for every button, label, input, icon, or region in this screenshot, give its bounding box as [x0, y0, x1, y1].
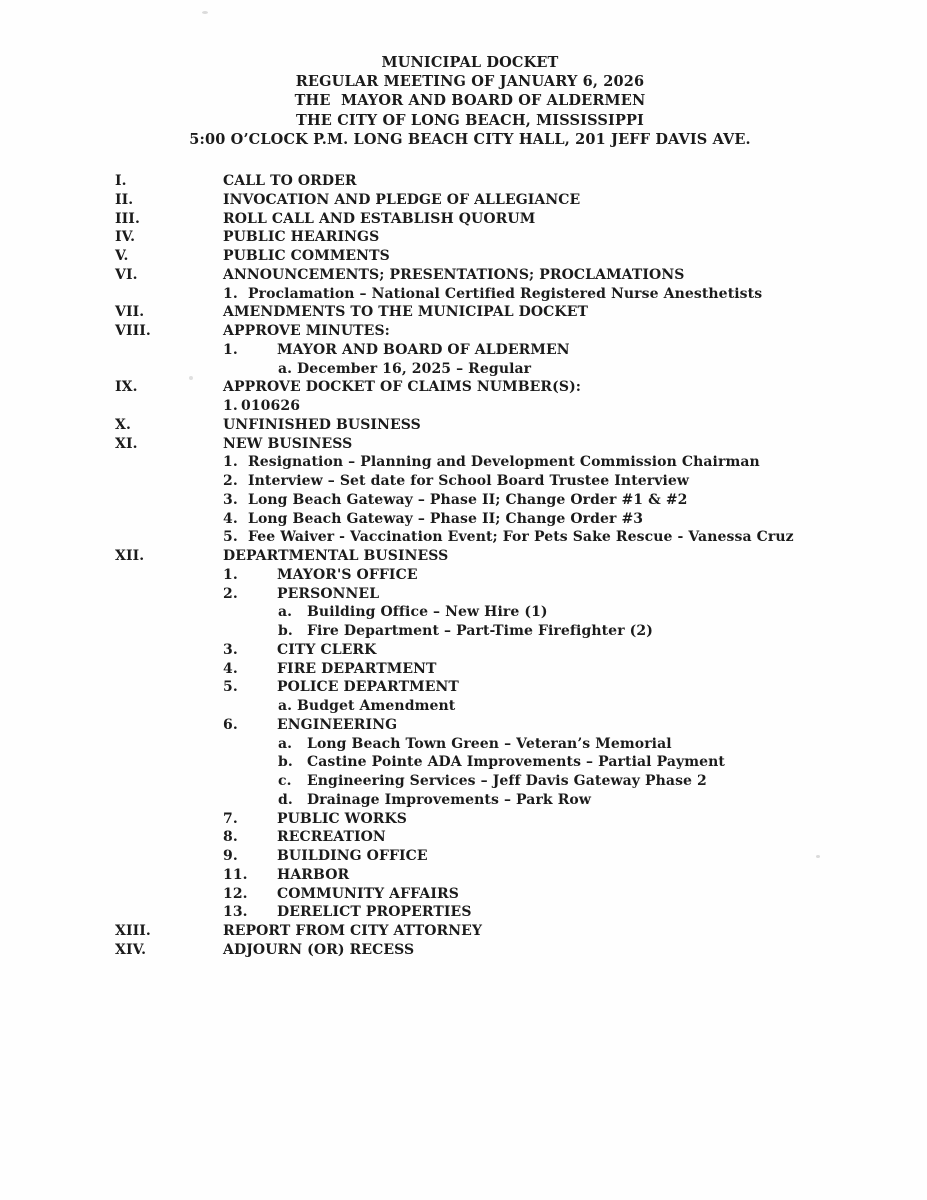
agenda-item-text: PUBLIC COMMENTS	[223, 248, 390, 264]
agenda-item-label: a.	[278, 735, 293, 752]
agenda-item-label: c.	[278, 773, 292, 789]
agenda-line	[0, 491, 927, 510]
agenda-item-text: ROLL CALL AND ESTABLISH QUORUM	[223, 210, 536, 227]
agenda-line	[0, 772, 927, 791]
agenda-item-text: Long Beach Gateway – Phase II; Change Order #1 & #2	[248, 491, 688, 508]
agenda-line	[0, 528, 927, 547]
agenda-numeral: IX.	[115, 379, 138, 396]
agenda-numeral: X.	[115, 416, 131, 433]
agenda-numeral: V.	[115, 248, 129, 264]
agenda-item-text: Building Office – New Hire (1)	[307, 604, 548, 621]
agenda-item-label: 5.	[223, 529, 238, 546]
agenda-line	[0, 172, 927, 191]
agenda-item-label: 6.	[223, 716, 238, 733]
agenda-line	[0, 397, 927, 416]
agenda-line	[0, 641, 927, 660]
agenda-line	[0, 360, 927, 379]
agenda-line	[0, 547, 927, 566]
agenda-item-text: CALL TO ORDER	[223, 173, 357, 189]
agenda-item-text: COMMUNITY AFFAIRS	[277, 885, 459, 902]
agenda-numeral: XII.	[115, 548, 145, 564]
agenda-line	[0, 697, 927, 716]
agenda-line	[0, 341, 927, 360]
agenda-item-label: 1.	[223, 454, 238, 471]
agenda-line	[0, 903, 927, 922]
document-title	[13, 53, 927, 149]
agenda-line	[0, 810, 927, 829]
agenda-item-text: MAYOR'S OFFICE	[277, 566, 418, 583]
agenda-item-text: FIRE DEPARTMENT	[277, 660, 437, 677]
agenda-line	[0, 941, 927, 960]
agenda-list	[0, 172, 927, 960]
agenda-item-label: 1.	[223, 285, 238, 302]
agenda-numeral: XIII.	[115, 923, 151, 939]
agenda-item-text: Resignation – Planning and Development Commission Chairman	[248, 454, 760, 471]
agenda-item-label: 2.	[223, 585, 238, 602]
agenda-item-text: RECREATION	[277, 829, 386, 846]
agenda-item-text: CITY CLERK	[277, 641, 377, 658]
agenda-item-text: Interview – Set date for School Board Trustee Interview	[248, 473, 690, 489]
agenda-item-label: b.	[278, 623, 293, 639]
agenda-line	[0, 322, 927, 341]
agenda-item-label: 8.	[223, 829, 238, 846]
agenda-item-label: b.	[278, 754, 293, 771]
agenda-line	[0, 660, 927, 679]
agenda-line	[0, 435, 927, 454]
agenda-item-text: PUBLIC WORKS	[277, 810, 408, 827]
agenda-line	[0, 791, 927, 810]
agenda-item-text: AMENDMENTS TO THE MUNICIPAL DOCKET	[223, 304, 588, 321]
agenda-item-label: 1.	[223, 566, 238, 583]
agenda-item-label: 5.	[223, 679, 238, 696]
agenda-item-text: Engineering Services – Jeff Davis Gateway Phase 2	[307, 773, 707, 789]
agenda-item-label: 1.	[223, 341, 238, 358]
agenda-item-text: Fee Waiver - Vaccination Event; For Pets Sake Rescue - Vanessa Cruz	[248, 529, 794, 546]
agenda-item-text: HARBOR	[277, 866, 350, 883]
agenda-line	[0, 210, 927, 229]
agenda-line	[0, 603, 927, 622]
agenda-line	[0, 678, 927, 697]
agenda-item-label: a.	[278, 604, 293, 621]
agenda-item-label: 9.	[223, 848, 238, 864]
agenda-numeral: XI.	[115, 435, 138, 452]
agenda-item-text: December 16, 2025 – Regular	[297, 360, 532, 377]
agenda-item-text: Budget Amendment	[297, 698, 456, 714]
agenda-line	[0, 885, 927, 904]
agenda-item-text: PERSONNEL	[277, 585, 380, 602]
agenda-line	[0, 585, 927, 604]
agenda-item-text: APPROVE DOCKET OF CLAIMS NUMBER(S):	[223, 379, 582, 396]
agenda-item-text: PUBLIC HEARINGS	[223, 229, 380, 246]
title-line-location: 5:00 O’CLOCK P.M. LONG BEACH CITY HALL, 201 JEFF DAVIS AVE.	[189, 130, 751, 148]
agenda-line	[0, 303, 927, 322]
agenda-item-label: d.	[278, 791, 293, 808]
agenda-line	[0, 753, 927, 772]
agenda-item-text: Proclamation – National Certified Registered Nurse Anesthetists	[248, 285, 763, 302]
title-line-meeting: REGULAR MEETING OF JANUARY 6, 2026	[295, 73, 645, 91]
agenda-line	[0, 472, 927, 491]
agenda-numeral: II.	[115, 191, 134, 208]
agenda-item-label: 13.	[223, 904, 248, 921]
agenda-item-text: INVOCATION AND PLEDGE OF ALLEGIANCE	[223, 191, 581, 208]
title-line-docket: MUNICIPAL DOCKET	[381, 54, 559, 71]
agenda-line	[0, 828, 927, 847]
agenda-item-label: a.	[278, 698, 293, 714]
title-line-city: THE CITY OF LONG BEACH, MISSISSIPPI	[296, 111, 644, 129]
agenda-item-text: 010626	[241, 398, 301, 414]
agenda-item-text: APPROVE MINUTES:	[223, 323, 390, 339]
agenda-item-text: POLICE DEPARTMENT	[277, 679, 459, 696]
agenda-item-text: ENGINEERING	[277, 716, 398, 733]
agenda-item-label: 11.	[223, 866, 248, 883]
agenda-line	[0, 622, 927, 641]
scan-speck	[202, 11, 208, 14]
agenda-item-text: ADJOURN (OR) RECESS	[223, 941, 415, 958]
title-line-board: THE MAYOR AND BOARD OF ALDERMEN	[294, 92, 646, 110]
agenda-line	[0, 228, 927, 247]
agenda-line	[0, 735, 927, 754]
agenda-item-label: 2.	[223, 473, 238, 489]
agenda-line	[0, 847, 927, 866]
agenda-line	[0, 510, 927, 529]
agenda-line	[0, 716, 927, 735]
agenda-numeral: I.	[115, 173, 127, 189]
agenda-item-text: NEW BUSINESS	[223, 435, 353, 452]
agenda-item-text: REPORT FROM CITY ATTORNEY	[223, 923, 483, 939]
agenda-item-text: DEPARTMENTAL BUSINESS	[223, 548, 449, 564]
agenda-numeral: VII.	[115, 304, 145, 321]
agenda-item-text: BUILDING OFFICE	[277, 848, 428, 864]
agenda-numeral: IV.	[115, 229, 136, 246]
agenda-line	[0, 922, 927, 941]
agenda-numeral: III.	[115, 210, 140, 227]
agenda-item-label: 4.	[223, 660, 238, 677]
agenda-item-text: Drainage Improvements – Park Row	[307, 791, 592, 808]
agenda-line	[0, 266, 927, 285]
agenda-line	[0, 866, 927, 885]
agenda-item-label: 1.	[223, 398, 238, 414]
agenda-item-text: Long Beach Gateway – Phase II; Change Order #3	[248, 510, 644, 527]
agenda-item-text: MAYOR AND BOARD OF ALDERMEN	[277, 341, 570, 358]
agenda-item-label: 12.	[223, 885, 248, 902]
agenda-item-label: a.	[278, 360, 293, 377]
agenda-line	[0, 191, 927, 210]
agenda-item-text: Long Beach Town Green – Veteran’s Memorial	[307, 735, 672, 752]
agenda-item-text: UNFINISHED BUSINESS	[223, 416, 421, 433]
agenda-numeral: XIV.	[115, 941, 147, 958]
agenda-line	[0, 566, 927, 585]
agenda-item-label: 3.	[223, 491, 238, 508]
agenda-line	[0, 378, 927, 397]
agenda-item-label: 7.	[223, 810, 238, 827]
agenda-item-label: 3.	[223, 641, 238, 658]
agenda-item-label: 4.	[223, 510, 238, 527]
agenda-item-text: ANNOUNCEMENTS; PRESENTATIONS; PROCLAMATIONS	[223, 266, 685, 283]
agenda-item-text: Castine Pointe ADA Improvements – Partial Payment	[307, 754, 725, 771]
agenda-item-text: DERELICT PROPERTIES	[277, 904, 472, 921]
agenda-item-text: Fire Department – Part-Time Firefighter (2)	[307, 623, 653, 639]
agenda-line	[0, 453, 927, 472]
agenda-line	[0, 247, 927, 266]
agenda-line	[0, 416, 927, 435]
agenda-line	[0, 285, 927, 304]
agenda-numeral: VIII.	[115, 323, 151, 339]
agenda-numeral: VI.	[115, 266, 138, 283]
